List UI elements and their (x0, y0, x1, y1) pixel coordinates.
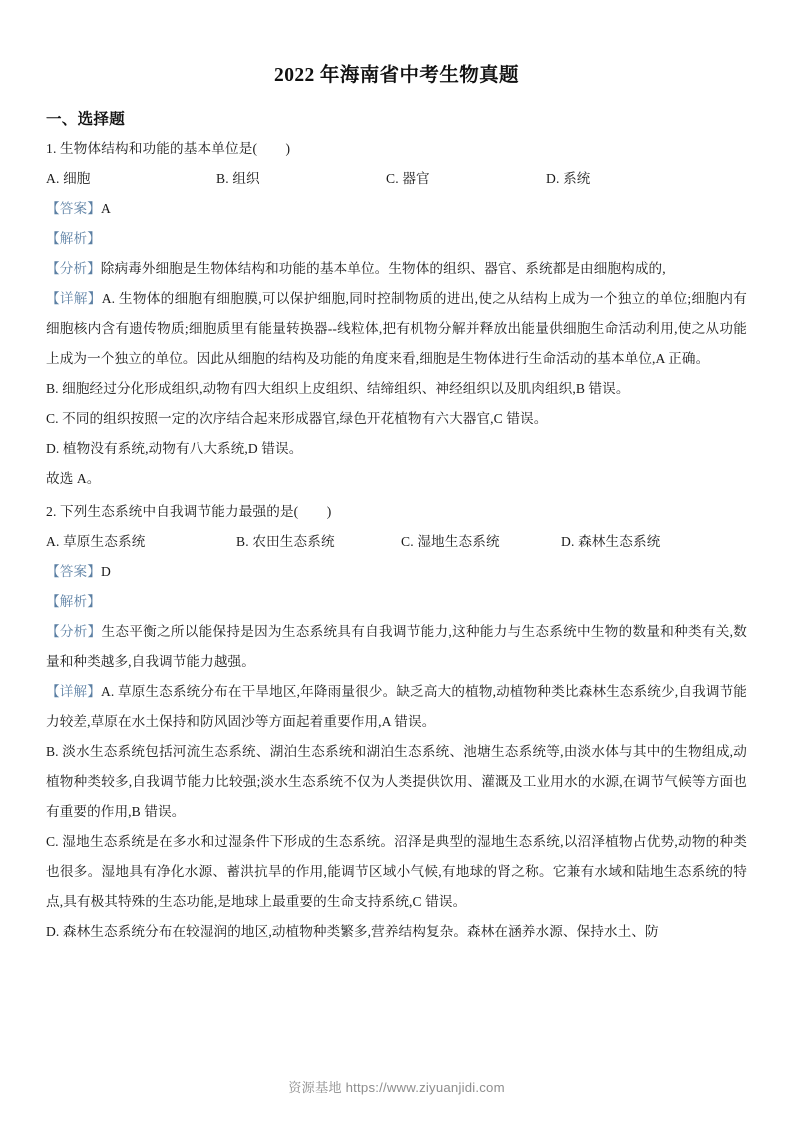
options-row-2 (46, 527, 747, 557)
option-1-a[interactable]: A. 细胞 (46, 171, 91, 187)
detail-text-1-1: A. 生物体的细胞有细胞膜,可以保护细胞,同时控制物质的进出,使之从结构上成为一个独立的单位;细胞内有细胞核内含有遗传物质;细胞质里有能量转换器--线粒体,把有机物分解并释放出能量供细胞生命活动利用,使之从功能上成为一个独立的单位。因此从细胞的结构及功能的角度来看,细胞是生物体进行生命活动的基本单位,A 正确。 (46, 291, 747, 367)
page-title: 2022 年海南省中考生物真题 (274, 65, 519, 86)
option-2-c[interactable]: C. 湿地生态系统 (401, 534, 500, 550)
answer-marker-2: 【答案】 (46, 564, 101, 580)
answer-line-1 (46, 194, 747, 224)
breakdown-marker-2: 【分析】 (46, 624, 102, 640)
detail-text-2-1: A. 草原生态系统分布在干旱地区,年降雨量很少。缺乏高大的植物,动植物种类比森林生态系统少,自我调节能力较差,草原在水土保持和防风固沙等方面起着重要作用,A 错误。 (46, 684, 748, 730)
analysis-label-2 (46, 587, 747, 617)
answer-marker-1: 【答案】 (46, 201, 101, 217)
detail-marker-2: 【详解】 (46, 684, 101, 700)
analysis-text-2: 生态平衡之所以能保持是因为生态系统具有自我调节能力,这种能力与生态系统中生物的数量和种类有关,数量和种类越多,自我调节能力越强。 (46, 624, 748, 670)
detail-paragraph-2-2: B. 淡水生态系统包括河流生态系统、湖泊生态系统和湖泊生态系统、池塘生态系统等,由淡水体与其中的生物组成,动植物种类较多,自我调节能力比较强;淡水生态系统不仅为人类提供饮用、灌溉及工业用水的水源,在调节气候等方面也有重要的作用,B 错误。 (46, 744, 747, 820)
breakdown-marker-1: 【分析】 (46, 261, 101, 277)
analysis-paragraph-1 (46, 254, 747, 284)
question-stem-2: 2. 下列生态系统中自我调节能力最强的是( ) (46, 504, 332, 520)
analysis-text-1: 除病毒外细胞是生物体结构和功能的基本单位。生物体的组织、器官、系统都是由细胞构成的, (100, 261, 666, 277)
answer-line-2 (46, 557, 747, 587)
analysis-paragraph-2 (46, 617, 747, 677)
options-row-1 (46, 164, 747, 194)
conclusion-1: 故选 A。 (46, 471, 101, 487)
answer-value-1: A (100, 201, 111, 217)
option-1-b[interactable]: B. 组织 (216, 171, 260, 187)
analysis-marker-1: 【解析】 (46, 231, 101, 247)
option-1-d[interactable]: D. 系统 (546, 171, 591, 187)
detail-paragraph-2-1 (46, 677, 747, 737)
option-1-c[interactable]: C. 器官 (386, 171, 430, 187)
detail-paragraph-1-2: B. 细胞经过分化形成组织,动物有四大组织上皮组织、结缔组织、神经组织以及肌肉组织,B 错误。 (46, 381, 630, 397)
detail-paragraph-2-3: C. 湿地生态系统是在多水和过湿条件下形成的生态系统。沼泽是典型的湿地生态系统,以沼泽植物占优势,动物的种类也很多。湿地具有净化水源、蓄洪抗旱的作用,能调节区域小气候,有地球的肾之称。它兼有水域和陆地生态系统的特点,具有极其特殊的生态功能,是地球上最重要的生命支持系统,C 错误。 (46, 834, 747, 910)
detail-paragraph-1-3: C. 不同的组织按照一定的次序结合起来形成器官,绿色开花植物有六大器官,C 错误。 (46, 411, 548, 427)
detail-paragraph-2-4: D. 森林生态系统分布在较湿润的地区,动植物种类繁多,营养结构复杂。森林在涵养水源、保持水土、防 (46, 924, 659, 940)
detail-marker-1: 【详解】 (46, 291, 102, 307)
footer-watermark: 资源基地 https://www.ziyuanjidi.com (288, 1080, 505, 1095)
detail-paragraph-1-4: D. 植物没有系统,动物有八大系统,D 错误。 (46, 441, 303, 457)
analysis-marker-2: 【解析】 (46, 594, 101, 610)
question-block-2 (46, 494, 747, 947)
answer-value-2: D (100, 564, 111, 580)
question-block-1 (46, 131, 747, 494)
section-heading-multiple-choice: 一、选择题 (46, 111, 126, 129)
question-stem-1: 1. 生物体结构和功能的基本单位是( ) (46, 141, 291, 157)
analysis-label-1 (46, 224, 747, 254)
option-2-d[interactable]: D. 森林生态系统 (561, 534, 661, 550)
option-2-a[interactable]: A. 草原生态系统 (46, 534, 146, 550)
option-2-b[interactable]: B. 农田生态系统 (236, 534, 335, 550)
detail-paragraph-1-1 (46, 284, 747, 374)
